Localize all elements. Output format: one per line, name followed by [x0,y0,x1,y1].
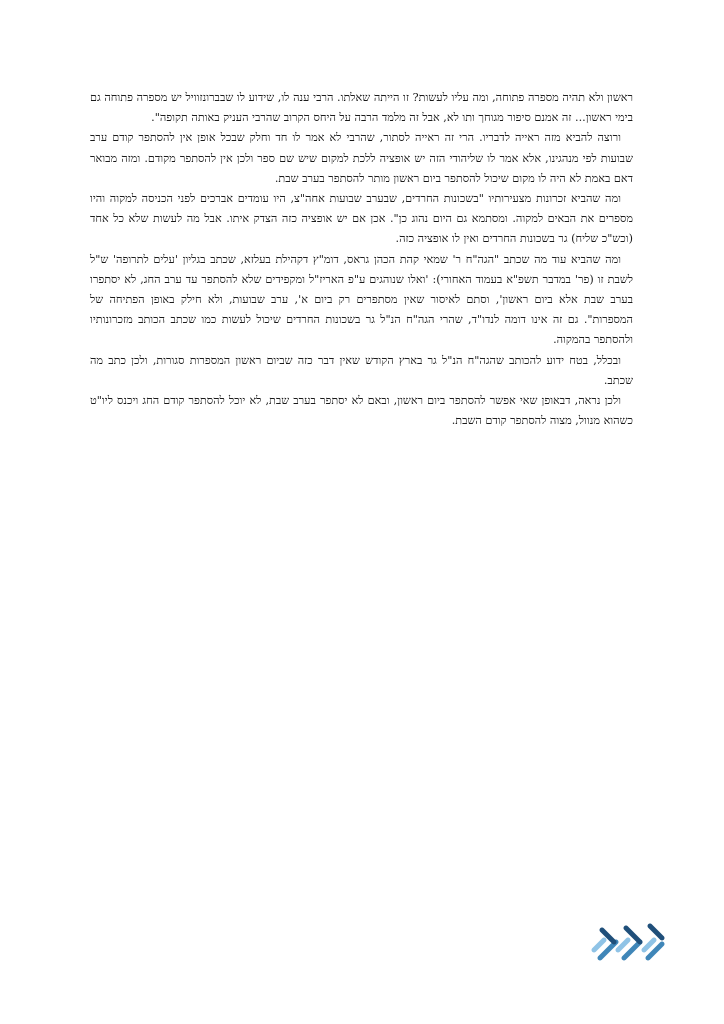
paragraph-4: ומה שהביא עוד מה שכתב "הגה"ח ר' שמאי קהת הכהן גראס, דומ"ץ דקהילת בעלזא, שכתב בגליון 'עלים לתרופה' ש"ל לשבת זו (פר' במדבר תשפ"א בעמוד האחורי): 'ואלו שנוהגים ע"פ האריז"ל ומקפידים שלא להסתפר עד ערב החג, לא יסתפרו בערב שבת אלא ביום ראשון', וסתם לאיסור שאין מסתפרים רק ביום א', ערב שבועות, ולא חילק באופן הפתיחה של המספרות". גם זה אינו דומה לנדו"ד, שהרי הגה"ח הנ"ל גר בשכונות החרדים שיכול לעשות כמו שכתב הכותב מזכרונותיו ולהסתפר בהמקוה. [90,252,633,347]
paragraph-5: ובכלל, בטח ידוע להכותב שהגה"ח הנ"ל גר בארץ הקודש שאין דבר כזה שביום ראשון המספרות סגורות, ולכן כתב מה שכתב. [90,353,633,387]
paragraph-1: ראשון ולא תהיה מספרה פתוחה, ומה עליו לעשות? זו הייתה שאלתו. הרבי ענה לו, שידוע לו שבברונזוויל יש מספרה פתוחה גם בימי ראשון... זה אמנם סיפור מגוחך ותו לא, אבל זה מלמד הרבה על היחס הקרוב שהרבי העניק באותה תקופה". [90,91,633,125]
paragraph-6: ולכן נראה, דבאופן שאי אפשר להסתפר ביום ראשון, ובאם לא יסתפר בערב שבת, לא יוכל להסתפר קודם החג ויכנס ליו"ט כשהוא מנוול, מצוה להסתפר קודם השבת. [90,394,633,428]
paragraph-2: ורוצה להביא מזה ראייה לדבריו. הרי זה ראייה לסתור, שהרבי לא אמר לו חד וחלק שבכל אופן אין להסתפר קודם ערב שבועות לפי מנהגינו, אלא אמר לו שליהודי הזה יש אופציה ללכת למקום שיש שם ספר ולכן אין להסתפר מקודם. ומזה מבואר דאם באמת לא היה לו מקום שיכול להסתפר ביום ראשון מותר להסתפר בערב שבת. [90,131,633,185]
paragraph-3: ומה שהביא זכרונות מצעירותיו "בשכונות החרדים, שבערב שבועות אחה"צ, היו עומדים אברכים לפני הכניסה למקוה והיו מספרים את הבאים למקוה. ומסתמא גם היום נהוג כן". אכן אם יש אופציה כזה הצדק איתו. אבל מה לעשות שלא כל אחד (וכש"כ שליח) גר בשכונות החרדים ואין לו אופציה כזה. [90,192,633,246]
publisher-logo-icon [590,918,666,962]
document-body [90,88,633,431]
